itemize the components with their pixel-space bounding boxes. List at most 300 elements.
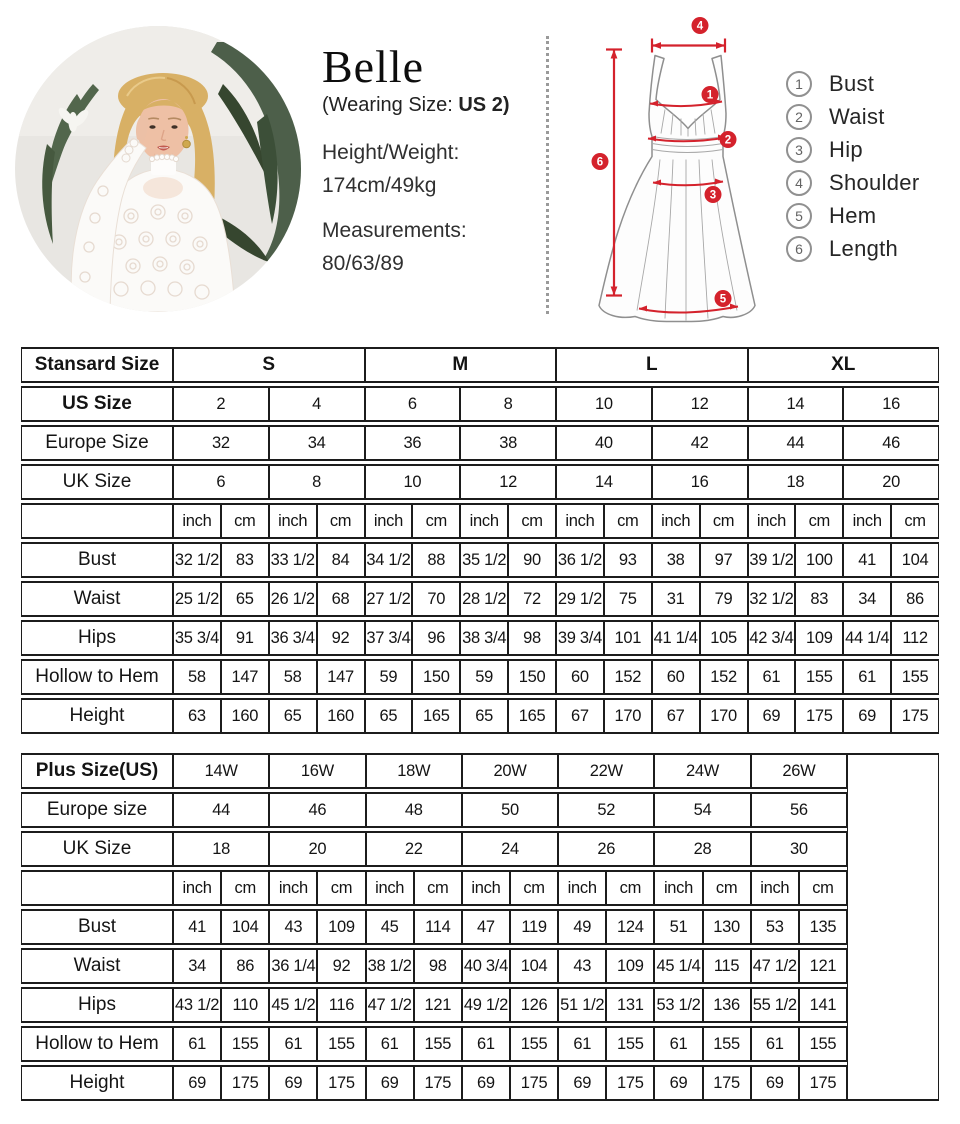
legend-label: Hem bbox=[829, 203, 877, 228]
units-spacer bbox=[21, 870, 173, 906]
measurement-value: 155 bbox=[795, 659, 843, 695]
row-label: Hollow to Hem bbox=[21, 659, 173, 695]
table-row bbox=[21, 831, 939, 867]
unit-label: inch bbox=[269, 870, 317, 906]
measurement-value: 175 bbox=[703, 1065, 751, 1101]
legend-item-hem bbox=[786, 204, 919, 228]
unit-label: inch bbox=[751, 870, 799, 906]
us-size-value: 4 bbox=[269, 386, 365, 422]
measurement-value: 119 bbox=[510, 909, 558, 945]
uk-size-value: 30 bbox=[751, 831, 847, 867]
measurement-value: 65 bbox=[269, 698, 317, 734]
measurement-value: 98 bbox=[508, 620, 556, 656]
uk-size-value: 20 bbox=[269, 831, 365, 867]
legend-number: 4 bbox=[786, 170, 812, 196]
europe-size-value: 42 bbox=[652, 425, 748, 461]
measurement-value: 155 bbox=[891, 659, 939, 695]
legend-item-waist bbox=[786, 105, 919, 129]
measurement-value: 175 bbox=[891, 698, 939, 734]
marker-waist: 2 bbox=[724, 134, 732, 147]
measurement-value: 170 bbox=[700, 698, 748, 734]
unit-label: inch bbox=[652, 503, 700, 539]
table-row bbox=[21, 581, 939, 617]
measurement-value: 175 bbox=[795, 698, 843, 734]
europe-size-value: 44 bbox=[173, 792, 269, 828]
legend-label: Shoulder bbox=[829, 170, 920, 195]
measurement-value: 83 bbox=[221, 542, 269, 578]
measurement-value: 31 bbox=[652, 581, 700, 617]
measurement-value: 100 bbox=[795, 542, 843, 578]
measurement-value: 29 1/2 bbox=[556, 581, 604, 617]
plus-size-value: 18W bbox=[366, 753, 462, 789]
table-row bbox=[21, 620, 939, 656]
europe-size-value: 46 bbox=[843, 425, 939, 461]
model-info bbox=[322, 42, 547, 281]
measurement-value: 126 bbox=[510, 987, 558, 1023]
legend-item-shoulder bbox=[786, 171, 919, 195]
measurement-value: 49 1/2 bbox=[462, 987, 510, 1023]
row-label: Bust bbox=[21, 909, 173, 945]
measurement-value: 45 1/2 bbox=[269, 987, 317, 1023]
dress-diagram bbox=[555, 8, 790, 336]
measurement-value: 34 bbox=[843, 581, 891, 617]
measurement-value: 45 1/4 bbox=[654, 948, 702, 984]
measurement-value: 160 bbox=[317, 698, 365, 734]
measurement-value: 61 bbox=[654, 1026, 702, 1062]
uk-size-label: UK Size bbox=[21, 831, 173, 867]
uk-size-value: 8 bbox=[269, 464, 365, 500]
standard-size-table bbox=[21, 344, 939, 737]
measurement-value: 104 bbox=[891, 542, 939, 578]
measurement-value: 36 3/4 bbox=[269, 620, 317, 656]
table-row bbox=[21, 948, 939, 984]
measurement-value: 116 bbox=[317, 987, 365, 1023]
legend-label: Length bbox=[829, 236, 899, 261]
measurement-value: 41 bbox=[173, 909, 221, 945]
measurement-value: 175 bbox=[317, 1065, 365, 1101]
units-spacer bbox=[21, 503, 173, 539]
measurement-value: 39 1/2 bbox=[748, 542, 796, 578]
height-weight-label: Height/Weight: bbox=[322, 140, 460, 164]
measurement-value: 155 bbox=[414, 1026, 462, 1062]
europe-size-label: Europe size bbox=[21, 792, 173, 828]
measurement-value: 104 bbox=[510, 948, 558, 984]
measurement-value: 36 1/2 bbox=[556, 542, 604, 578]
unit-label: cm bbox=[412, 503, 460, 539]
measurement-value: 69 bbox=[462, 1065, 510, 1101]
measurement-value: 115 bbox=[703, 948, 751, 984]
measurement-value: 35 3/4 bbox=[173, 620, 221, 656]
unit-label: cm bbox=[221, 870, 269, 906]
measurement-value: 155 bbox=[799, 1026, 847, 1062]
measurement-value: 61 bbox=[366, 1026, 414, 1062]
table-row bbox=[21, 753, 939, 789]
measurement-value: 35 1/2 bbox=[460, 542, 508, 578]
measurement-value: 155 bbox=[221, 1026, 269, 1062]
table-row bbox=[21, 542, 939, 578]
measurement-value: 69 bbox=[366, 1065, 414, 1101]
table-row bbox=[21, 659, 939, 695]
plus-size-value: 26W bbox=[751, 753, 847, 789]
legend-number: 1 bbox=[786, 71, 812, 97]
measurement-value: 69 bbox=[748, 698, 796, 734]
measurement-value: 51 1/2 bbox=[558, 987, 606, 1023]
model-photo-illustration bbox=[15, 26, 301, 312]
plus-size-value: 14W bbox=[173, 753, 269, 789]
europe-size-value: 40 bbox=[556, 425, 652, 461]
measurement-value: 33 1/2 bbox=[269, 542, 317, 578]
uk-size-value: 18 bbox=[173, 831, 269, 867]
measurement-value: 47 1/2 bbox=[751, 948, 799, 984]
measurement-value: 69 bbox=[843, 698, 891, 734]
measurement-value: 47 1/2 bbox=[366, 987, 414, 1023]
row-label: Waist bbox=[21, 581, 173, 617]
uk-size-value: 24 bbox=[462, 831, 558, 867]
size-group-header: L bbox=[556, 347, 748, 383]
measurement-value: 155 bbox=[510, 1026, 558, 1062]
unit-label: cm bbox=[510, 870, 558, 906]
measurement-value: 37 3/4 bbox=[365, 620, 413, 656]
legend-number: 3 bbox=[786, 137, 812, 163]
measurement-value: 65 bbox=[460, 698, 508, 734]
table-row bbox=[21, 870, 939, 906]
unit-label: cm bbox=[891, 503, 939, 539]
measurement-value: 93 bbox=[604, 542, 652, 578]
unit-label: cm bbox=[700, 503, 748, 539]
measurement-value: 49 bbox=[558, 909, 606, 945]
unit-label: inch bbox=[365, 503, 413, 539]
size-group-header: S bbox=[173, 347, 365, 383]
europe-size-value: 44 bbox=[748, 425, 844, 461]
unit-label: cm bbox=[221, 503, 269, 539]
measurement-value: 61 bbox=[269, 1026, 317, 1062]
unit-label: inch bbox=[843, 503, 891, 539]
measurement-value: 104 bbox=[221, 909, 269, 945]
measurement-value: 124 bbox=[606, 909, 654, 945]
measurement-value: 51 bbox=[654, 909, 702, 945]
measurement-value: 121 bbox=[414, 987, 462, 1023]
measurement-value: 96 bbox=[412, 620, 460, 656]
table-row bbox=[21, 503, 939, 539]
measurement-value: 58 bbox=[173, 659, 221, 695]
measurement-value: 61 bbox=[558, 1026, 606, 1062]
measurement-value: 25 1/2 bbox=[173, 581, 221, 617]
measurement-value: 175 bbox=[799, 1065, 847, 1101]
row-label: Bust bbox=[21, 542, 173, 578]
measurement-value: 75 bbox=[604, 581, 652, 617]
marker-hem: 5 bbox=[719, 293, 727, 306]
measurement-value: 130 bbox=[703, 909, 751, 945]
uk-size-value: 28 bbox=[654, 831, 750, 867]
measurement-value: 32 1/2 bbox=[173, 542, 221, 578]
measurement-value: 67 bbox=[652, 698, 700, 734]
measurement-value: 69 bbox=[269, 1065, 317, 1101]
unit-label: cm bbox=[703, 870, 751, 906]
measurement-value: 39 3/4 bbox=[556, 620, 604, 656]
model-wearing-size bbox=[322, 94, 547, 117]
uk-size-value: 12 bbox=[460, 464, 556, 500]
measurement-value: 68 bbox=[317, 581, 365, 617]
europe-size-value: 50 bbox=[462, 792, 558, 828]
uk-size-label: UK Size bbox=[21, 464, 173, 500]
measurement-value: 59 bbox=[460, 659, 508, 695]
europe-size-label: Europe Size bbox=[21, 425, 173, 461]
row-label: Hips bbox=[21, 987, 173, 1023]
hero-section bbox=[0, 0, 960, 345]
measurement-value: 147 bbox=[317, 659, 365, 695]
unit-label: cm bbox=[508, 503, 556, 539]
measurement-value: 121 bbox=[799, 948, 847, 984]
measurement-value: 60 bbox=[652, 659, 700, 695]
marker-length: 6 bbox=[596, 156, 604, 169]
measurement-value: 43 1/2 bbox=[173, 987, 221, 1023]
measurement-value: 65 bbox=[365, 698, 413, 734]
table-row bbox=[21, 464, 939, 500]
us-size-value: 16 bbox=[843, 386, 939, 422]
table-row bbox=[21, 425, 939, 461]
europe-size-value: 36 bbox=[365, 425, 461, 461]
measurement-value: 86 bbox=[891, 581, 939, 617]
measurement-value: 109 bbox=[317, 909, 365, 945]
legend-number: 5 bbox=[786, 203, 812, 229]
unit-label: inch bbox=[173, 870, 221, 906]
row-label: Height bbox=[21, 698, 173, 734]
table-row bbox=[21, 1065, 939, 1101]
measurement-value: 34 1/2 bbox=[365, 542, 413, 578]
table-row bbox=[21, 386, 939, 422]
table-row bbox=[21, 792, 939, 828]
marker-bust: 1 bbox=[706, 89, 714, 102]
measurement-value: 150 bbox=[412, 659, 460, 695]
measurement-value: 152 bbox=[604, 659, 652, 695]
measurement-value: 61 bbox=[751, 1026, 799, 1062]
measurement-value: 91 bbox=[221, 620, 269, 656]
legend-number: 2 bbox=[786, 104, 812, 130]
empty-cell bbox=[847, 753, 939, 1101]
plus-size-value: 20W bbox=[462, 753, 558, 789]
europe-size-value: 56 bbox=[751, 792, 847, 828]
legend-label: Waist bbox=[829, 104, 885, 129]
measurement-value: 165 bbox=[412, 698, 460, 734]
legend-item-bust bbox=[786, 72, 919, 96]
unit-label: inch bbox=[654, 870, 702, 906]
legend-label: Hip bbox=[829, 137, 863, 162]
measurement-value: 135 bbox=[799, 909, 847, 945]
measurement-value: 53 1/2 bbox=[654, 987, 702, 1023]
measurement-value: 38 1/2 bbox=[366, 948, 414, 984]
uk-size-value: 16 bbox=[652, 464, 748, 500]
measurement-value: 141 bbox=[799, 987, 847, 1023]
measurement-value: 90 bbox=[508, 542, 556, 578]
uk-size-value: 18 bbox=[748, 464, 844, 500]
measurement-value: 28 1/2 bbox=[460, 581, 508, 617]
plus-size-value: 22W bbox=[558, 753, 654, 789]
europe-size-value: 32 bbox=[173, 425, 269, 461]
plus-size-value: 16W bbox=[269, 753, 365, 789]
measurement-value: 40 3/4 bbox=[462, 948, 510, 984]
measurement-value: 165 bbox=[508, 698, 556, 734]
measurement-value: 43 bbox=[558, 948, 606, 984]
us-size-value: 10 bbox=[556, 386, 652, 422]
measurement-value: 67 bbox=[556, 698, 604, 734]
table-row bbox=[21, 909, 939, 945]
measurement-value: 53 bbox=[751, 909, 799, 945]
measurement-value: 86 bbox=[221, 948, 269, 984]
unit-label: inch bbox=[556, 503, 604, 539]
measurement-value: 34 bbox=[173, 948, 221, 984]
measurement-value: 170 bbox=[604, 698, 652, 734]
uk-size-value: 14 bbox=[556, 464, 652, 500]
table-row bbox=[21, 987, 939, 1023]
measurement-value: 43 bbox=[269, 909, 317, 945]
height-weight-value: 174cm/49kg bbox=[322, 173, 437, 197]
measurement-value: 131 bbox=[606, 987, 654, 1023]
unit-label: inch bbox=[558, 870, 606, 906]
table-row bbox=[21, 1026, 939, 1062]
us-size-value: 8 bbox=[460, 386, 556, 422]
measurement-value: 114 bbox=[414, 909, 462, 945]
legend-number: 6 bbox=[786, 236, 812, 262]
measurement-value: 58 bbox=[269, 659, 317, 695]
unit-label: inch bbox=[460, 503, 508, 539]
measurement-value: 175 bbox=[606, 1065, 654, 1101]
europe-size-value: 38 bbox=[460, 425, 556, 461]
unit-label: cm bbox=[604, 503, 652, 539]
measurement-value: 88 bbox=[412, 542, 460, 578]
measurement-legend bbox=[786, 72, 919, 270]
measurement-value: 55 1/2 bbox=[751, 987, 799, 1023]
measurement-value: 84 bbox=[317, 542, 365, 578]
measurement-value: 59 bbox=[365, 659, 413, 695]
measurement-value: 41 bbox=[843, 542, 891, 578]
us-size-value: 14 bbox=[748, 386, 844, 422]
model-name: Belle bbox=[322, 41, 425, 92]
measurement-value: 155 bbox=[317, 1026, 365, 1062]
uk-size-value: 26 bbox=[558, 831, 654, 867]
unit-label: inch bbox=[173, 503, 221, 539]
measurement-value: 36 1/4 bbox=[269, 948, 317, 984]
unit-label: inch bbox=[462, 870, 510, 906]
measurement-value: 61 bbox=[173, 1026, 221, 1062]
measurement-value: 65 bbox=[221, 581, 269, 617]
us-size-value: 2 bbox=[173, 386, 269, 422]
measurement-value: 69 bbox=[654, 1065, 702, 1101]
measurement-value: 175 bbox=[510, 1065, 558, 1101]
us-size-value: 6 bbox=[365, 386, 461, 422]
model-photo bbox=[15, 26, 301, 312]
measurement-value: 61 bbox=[748, 659, 796, 695]
measurement-value: 152 bbox=[700, 659, 748, 695]
row-label: Hips bbox=[21, 620, 173, 656]
wearing-value: US 2) bbox=[458, 93, 510, 116]
uk-size-value: 20 bbox=[843, 464, 939, 500]
measurement-value: 69 bbox=[558, 1065, 606, 1101]
plus-size-value: 24W bbox=[654, 753, 750, 789]
europe-size-value: 48 bbox=[366, 792, 462, 828]
measurement-value: 92 bbox=[317, 620, 365, 656]
measurement-value: 61 bbox=[462, 1026, 510, 1062]
uk-size-value: 10 bbox=[365, 464, 461, 500]
row-label: Hollow to Hem bbox=[21, 1026, 173, 1062]
measurement-value: 69 bbox=[173, 1065, 221, 1101]
us-size-label: US Size bbox=[21, 386, 173, 422]
measurement-value: 147 bbox=[221, 659, 269, 695]
measurement-value: 26 1/2 bbox=[269, 581, 317, 617]
europe-size-value: 46 bbox=[269, 792, 365, 828]
row-label: Height bbox=[21, 1065, 173, 1101]
table-row bbox=[21, 347, 939, 383]
unit-label: cm bbox=[799, 870, 847, 906]
measurement-value: 38 bbox=[652, 542, 700, 578]
measurement-value: 83 bbox=[795, 581, 843, 617]
unit-label: inch bbox=[366, 870, 414, 906]
uk-size-value: 6 bbox=[173, 464, 269, 500]
measurement-value: 70 bbox=[412, 581, 460, 617]
measurement-value: 63 bbox=[173, 698, 221, 734]
europe-size-value: 52 bbox=[558, 792, 654, 828]
marker-shoulder: 4 bbox=[696, 20, 704, 33]
measurement-value: 136 bbox=[703, 987, 751, 1023]
wearing-prefix: (Wearing Size: bbox=[322, 93, 453, 116]
measurement-value: 98 bbox=[414, 948, 462, 984]
measurement-value: 44 1/4 bbox=[843, 620, 891, 656]
europe-size-value: 34 bbox=[269, 425, 365, 461]
measurement-value: 155 bbox=[606, 1026, 654, 1062]
measurement-value: 38 3/4 bbox=[460, 620, 508, 656]
divider bbox=[546, 36, 549, 314]
unit-label: cm bbox=[317, 870, 365, 906]
measurement-value: 47 bbox=[462, 909, 510, 945]
size-group-header: M bbox=[365, 347, 557, 383]
standard-size-title: Stansard Size bbox=[21, 347, 173, 383]
plus-size-table bbox=[21, 750, 939, 1104]
europe-size-value: 54 bbox=[654, 792, 750, 828]
marker-hip: 3 bbox=[709, 189, 717, 202]
measurement-value: 160 bbox=[221, 698, 269, 734]
table-row bbox=[21, 698, 939, 734]
unit-label: inch bbox=[269, 503, 317, 539]
measurement-value: 42 3/4 bbox=[748, 620, 796, 656]
measurement-value: 41 1/4 bbox=[652, 620, 700, 656]
unit-label: cm bbox=[414, 870, 462, 906]
measurement-value: 109 bbox=[795, 620, 843, 656]
uk-size-value: 22 bbox=[366, 831, 462, 867]
measurement-value: 79 bbox=[700, 581, 748, 617]
legend-item-length bbox=[786, 237, 919, 261]
unit-label: cm bbox=[317, 503, 365, 539]
size-group-header: XL bbox=[748, 347, 940, 383]
legend-label: Bust bbox=[829, 71, 875, 96]
measurement-value: 97 bbox=[700, 542, 748, 578]
measurement-value: 105 bbox=[700, 620, 748, 656]
measurement-value: 175 bbox=[221, 1065, 269, 1101]
measurement-value: 109 bbox=[606, 948, 654, 984]
measurement-value: 60 bbox=[556, 659, 604, 695]
measurement-value: 27 1/2 bbox=[365, 581, 413, 617]
row-label: Waist bbox=[21, 948, 173, 984]
plus-size-title: Plus Size(US) bbox=[21, 753, 173, 789]
measurement-value: 61 bbox=[843, 659, 891, 695]
unit-label: cm bbox=[795, 503, 843, 539]
measurements-value: 80/63/89 bbox=[322, 251, 404, 275]
measurement-value: 92 bbox=[317, 948, 365, 984]
unit-label: cm bbox=[606, 870, 654, 906]
legend-item-hip bbox=[786, 138, 919, 162]
measurement-value: 101 bbox=[604, 620, 652, 656]
measurement-value: 175 bbox=[414, 1065, 462, 1101]
measurement-value: 72 bbox=[508, 581, 556, 617]
measurements-label: Measurements: bbox=[322, 218, 467, 242]
